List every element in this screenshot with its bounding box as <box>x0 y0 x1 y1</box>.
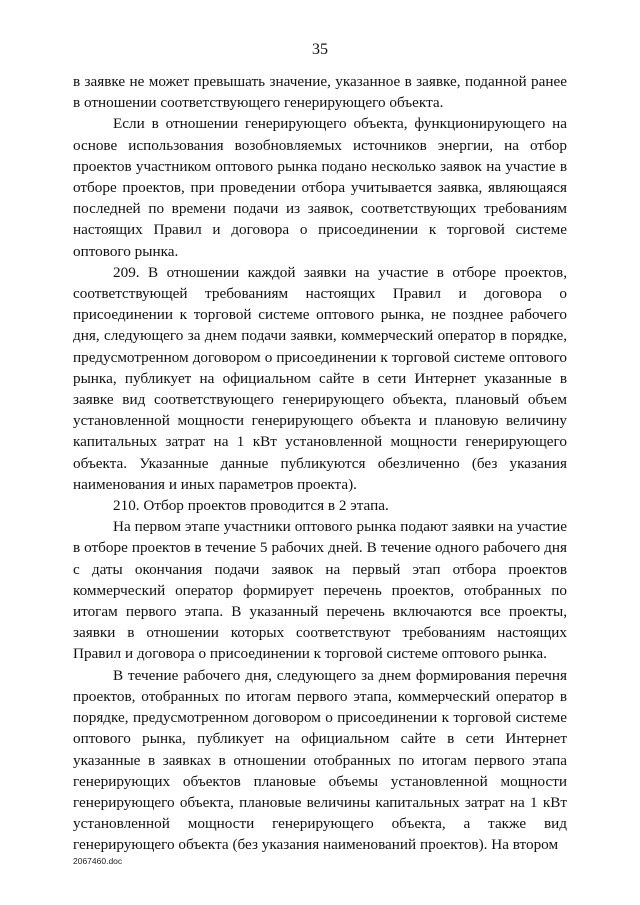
paragraph-multiple-applications: Если в отношении генерирующего объекта, функционирующего на основе использования возобновляемых источников энергии, на отбор проектов участником оптового рынка подано несколько заявок на участие в отборе проектов, при проведении отбора учитывается заявка, являющаяся последней по времени подачи из заявок, соответствующих требованиям настоящих Правил и договора о присоединении к торговой системе оптового рынка. <box>73 115 567 260</box>
paragraph-first-stage: На первом этапе участники оптового рынка подают заявки на участие в отборе проектов в течение 5 рабочих дней. В течение одного рабочего дня с даты окончания подачи заявок на первый этап отбора проектов коммерческий оператор формирует перечень проектов, отобранных по итогам первого этапа. В указанный перечень включаются все проекты, заявки в отношении которых соответствуют требованиям настоящих Правил и договора о присоединении к торговой системе оптового рынка. <box>73 518 567 663</box>
paragraph-209: 209. В отношении каждой заявки на участие в отборе проектов, соответствующей требованиям настоящих Правил и договора о присоединении к торговой системе оптового рынка, не позднее рабочего дня, следующего за днем подачи заявки, коммерческий оператор в порядке, предусмотренном договором о присоединении к торговой системе оптового рынка, публикует на официальном сайте в сети Интернет указанные в заявке вид соответствующего генерирующего объекта, плановый объем установленной мощности генерирующего объекта и плановую величину капитальных затрат на 1 кВт установленной мощности генерирующего объекта. Указанные данные публикуются обезличенно (без указания наименования и иных параметров проекта). <box>73 263 567 493</box>
page-number: 35 <box>312 41 328 58</box>
paragraph-210: 210. Отбор проектов проводится в 2 этапа. <box>113 497 389 515</box>
paragraph-publication: В течение рабочего дня, следующего за днем формирования перечня проектов, отобранных по итогам первого этапа, коммерческий оператор в порядке, предусмотренном договором о присоединении к торговой системе оптового рынка, публикует на официальном сайте в сети Интернет указанные в заявках в отношении отобранных по итогам первого этапа генерирующих объектов плановые объемы установленной мощности генерирующего объекта, плановые величины капитальных затрат на 1 кВт установленной мощности генерирующего объекта, а также вид генерирующего объекта (без указания наименований проектов). На втором <box>73 666 567 854</box>
document-body <box>73 71 567 856</box>
paragraph-continuation: в заявке не может превышать значение, указанное в заявке, поданной ранее в отношении соответствующего генерирующего объекта. <box>73 73 567 112</box>
footer-filename: 2067460.doc <box>73 856 123 866</box>
